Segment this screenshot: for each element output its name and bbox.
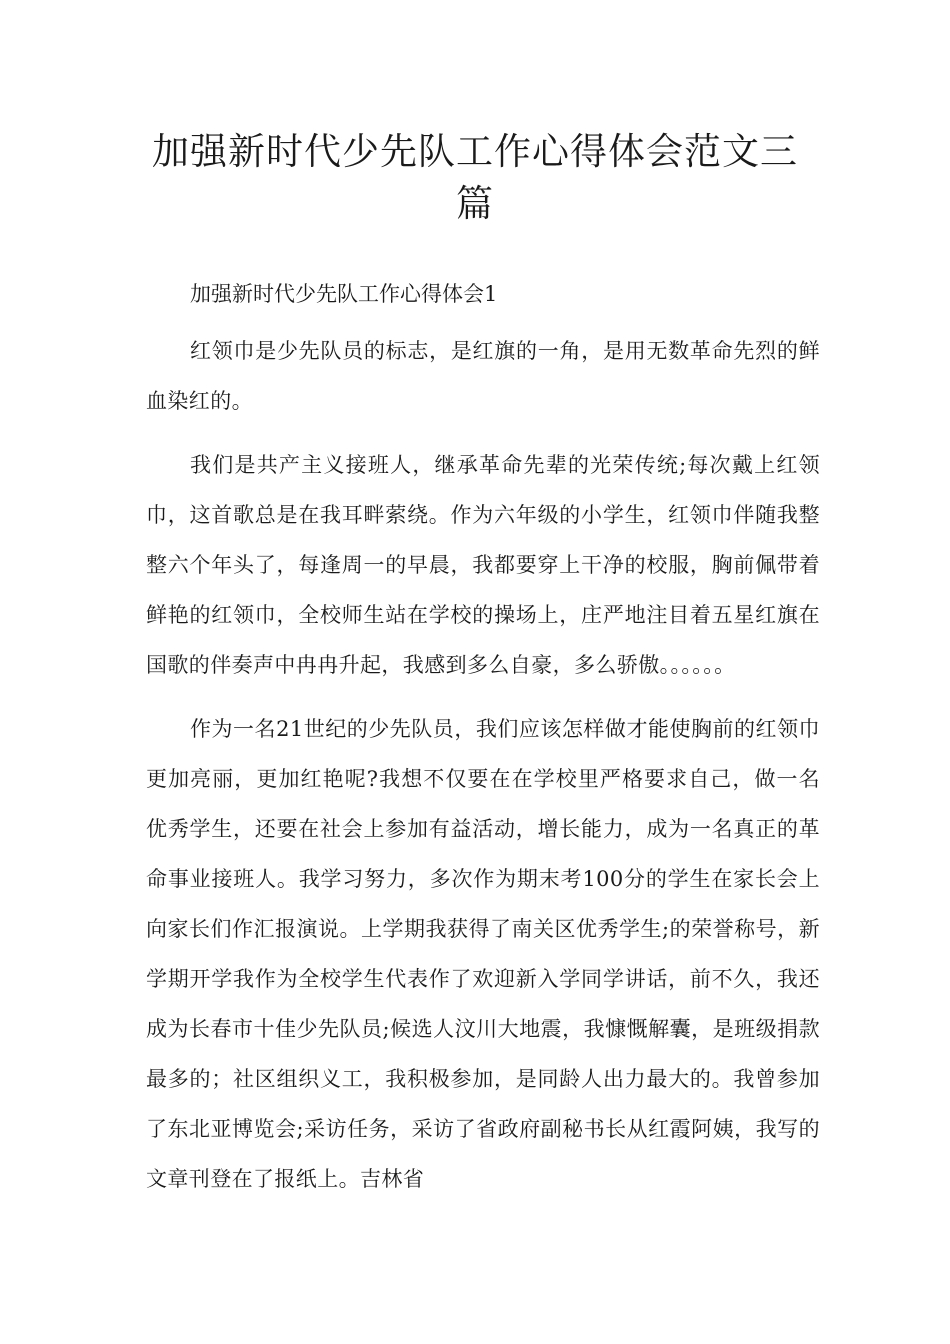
document-body: [146, 276, 820, 1218]
paragraph: 作为一名21世纪的少先队员，我们应该怎样做才能使胸前的红领巾更加亮丽，更加红艳呢?我想不仅要在在学校里严格要求自己，做一名优秀学生，还要在社会上参加有益活动，增长能力，成为一名真正的革命事业接班人。我学习努力，多次作为期末考100分的学生在家长会上向家长们作汇报演说。上学期我获得了南关区优秀学生;的荣誉称号，新学期开学我作为全校学生代表作了欢迎新入学同学讲话，前不久，我还成为长春市十佳少先队员;候选人汶川大地震，我慷慨解囊，是班级捐款最多的；社区组织义工，我积极参加，是同龄人出力最大的。我曾参加了东北亚博览会;采访任务，采访了省政府副秘书长从红霞阿姨，我写的文章刊登在了报纸上。吉林省: [146, 717, 820, 1191]
paragraph: 红领巾是少先队员的标志，是红旗的一角，是用无数革命先烈的鲜血染红的。: [146, 339, 820, 413]
paragraph: 我们是共产主义接班人，继承革命先辈的光荣传统;每次戴上红领巾，这首歌总是在我耳畔萦绕。作为六年级的小学生，红领巾伴随我整整六个年头了，每逢周一的早晨，我都要穿上干净的校服，胸前佩带着鲜艳的红领巾，全校师生站在学校的操场上，庄严地注目着五星红旗在国歌的伴奏声中冉冉升起，我感到多么自豪，多么骄傲。。。。。。: [146, 453, 820, 677]
document-title: 加强新时代少先队工作心得体会范文三篇: [152, 130, 798, 225]
section-heading: 加强新时代少先队工作心得体会1: [190, 282, 498, 306]
